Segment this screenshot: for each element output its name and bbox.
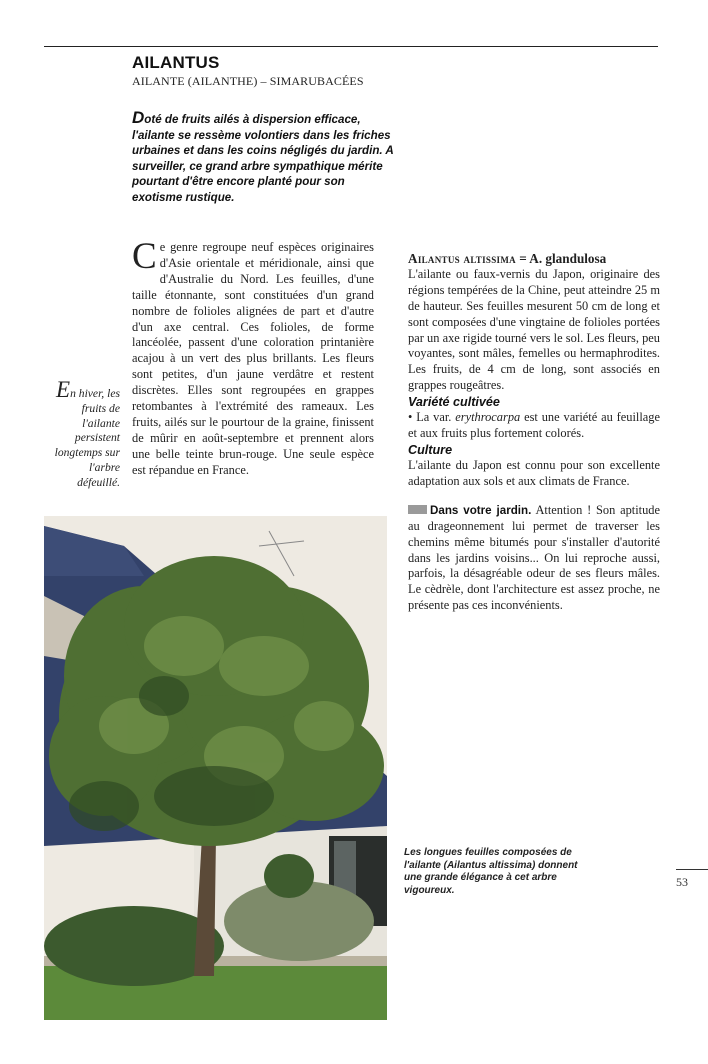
body-right-column [408, 251, 660, 614]
page-number: 53 [676, 875, 688, 889]
ailanthus-tree-photo [44, 516, 387, 1020]
species-heading [408, 251, 660, 267]
variety-name: erythrocarpa [455, 410, 521, 425]
variety-prefix: • La var. [408, 410, 456, 425]
body-left-column [132, 236, 374, 479]
square-bullet-icon [408, 505, 427, 514]
page-subtitle: AILANTE (AILANTHE) – SIMARUBACÉES [132, 74, 364, 88]
top-rule [44, 46, 658, 47]
dropcap: C [132, 236, 157, 277]
species-name: Ailantus altissima [408, 251, 516, 266]
side-note-text: n hiver, les fruits de l'ailante persistent longtemps sur l'arbre défeuillé. [54, 387, 120, 489]
intro-paragraph [132, 110, 394, 206]
culture-heading: Culture [408, 442, 453, 457]
garden-text: Attention ! Son aptitude au drageonnement lui permet de traverser les chemins même bitumés pour s'installer d'autorité dans les jardins voisins... On lui reproche aussi, parfois, la désagréable odeur de ses fleurs mâles. Le cèdrèle, dont l'architecture est assez proche, ne présente pas ces inconvénients. [408, 502, 660, 613]
variety-rest: est une variété au feuillage et aux fruits plus fortement colorés. [408, 410, 661, 441]
species-synonym: = A. glandulosa [515, 251, 607, 266]
photo-illustration [44, 516, 387, 1020]
side-note [46, 377, 120, 491]
body-left-text: e genre regroupe neuf espèces originaires d'Asie orientale et méridionale, ainsi que d'Australie du Nord. Les feuilles, d'une taille étonnante, sont constituées d'un grand nombre de folioles alignées de part et d'autre d'un axe central. Ces folioles, de forme lancéolée, passent d'une coloration printanière acajou à un vert des plus brillants. Les fleurs sont petites, d'un jaune verdâtre et restent discrètes. Elles sont regroupées en grappes retombantes à l'extrémité des rameaux. Les fruits, ailés sur le pourtour de la graine, finissent de mûrir en août-septembre et prennent alors une belle teinte brun-rouge. Une seule espèce est répandue en France. [132, 240, 374, 477]
culture-text: L'ailante du Japon est connu pour son excellente adaptation aux sols et aux climats de France. [408, 457, 660, 488]
variety-text [408, 410, 660, 442]
photo-caption: Les longues feuilles composées de l'ailante (Ailantus altissima) donnent une grande élégance à cet arbre vigoureux. [404, 847, 578, 896]
intro-text: oté de fruits ailés à dispersion efficace, l'ailante se ressème volontiers dans les friches urbaines et dans les coins négligés du jardin. A surveiller, ce grand arbre sympathique mérite pourtant d'être encore planté pour son exotisme rustique. [132, 113, 394, 204]
intro-initial: D [132, 108, 145, 127]
side-note-initial: E [56, 377, 71, 402]
variety-heading: Variété cultivée [408, 395, 500, 410]
page-title: AILANTUS [132, 53, 220, 72]
garden-lead: Dans votre jardin. [430, 503, 532, 517]
garden-paragraph [408, 503, 660, 614]
page-number-rule [676, 869, 708, 870]
species-description: L'ailante ou faux-vernis du Japon, originaire des régions tempérées de la Chine, peut atteindre 25 m de hauteur. Ses feuilles mesurent 50 cm de long et sont composées d'une vingtaine de folioles portées par un axe rigide tourné vers le sol. Les fleurs, peu voyantes, sont mâles, femelles ou hermaphrodites. Les fruits, de 4 cm de long, sont associés en grappes rougeâtres. [408, 266, 660, 393]
